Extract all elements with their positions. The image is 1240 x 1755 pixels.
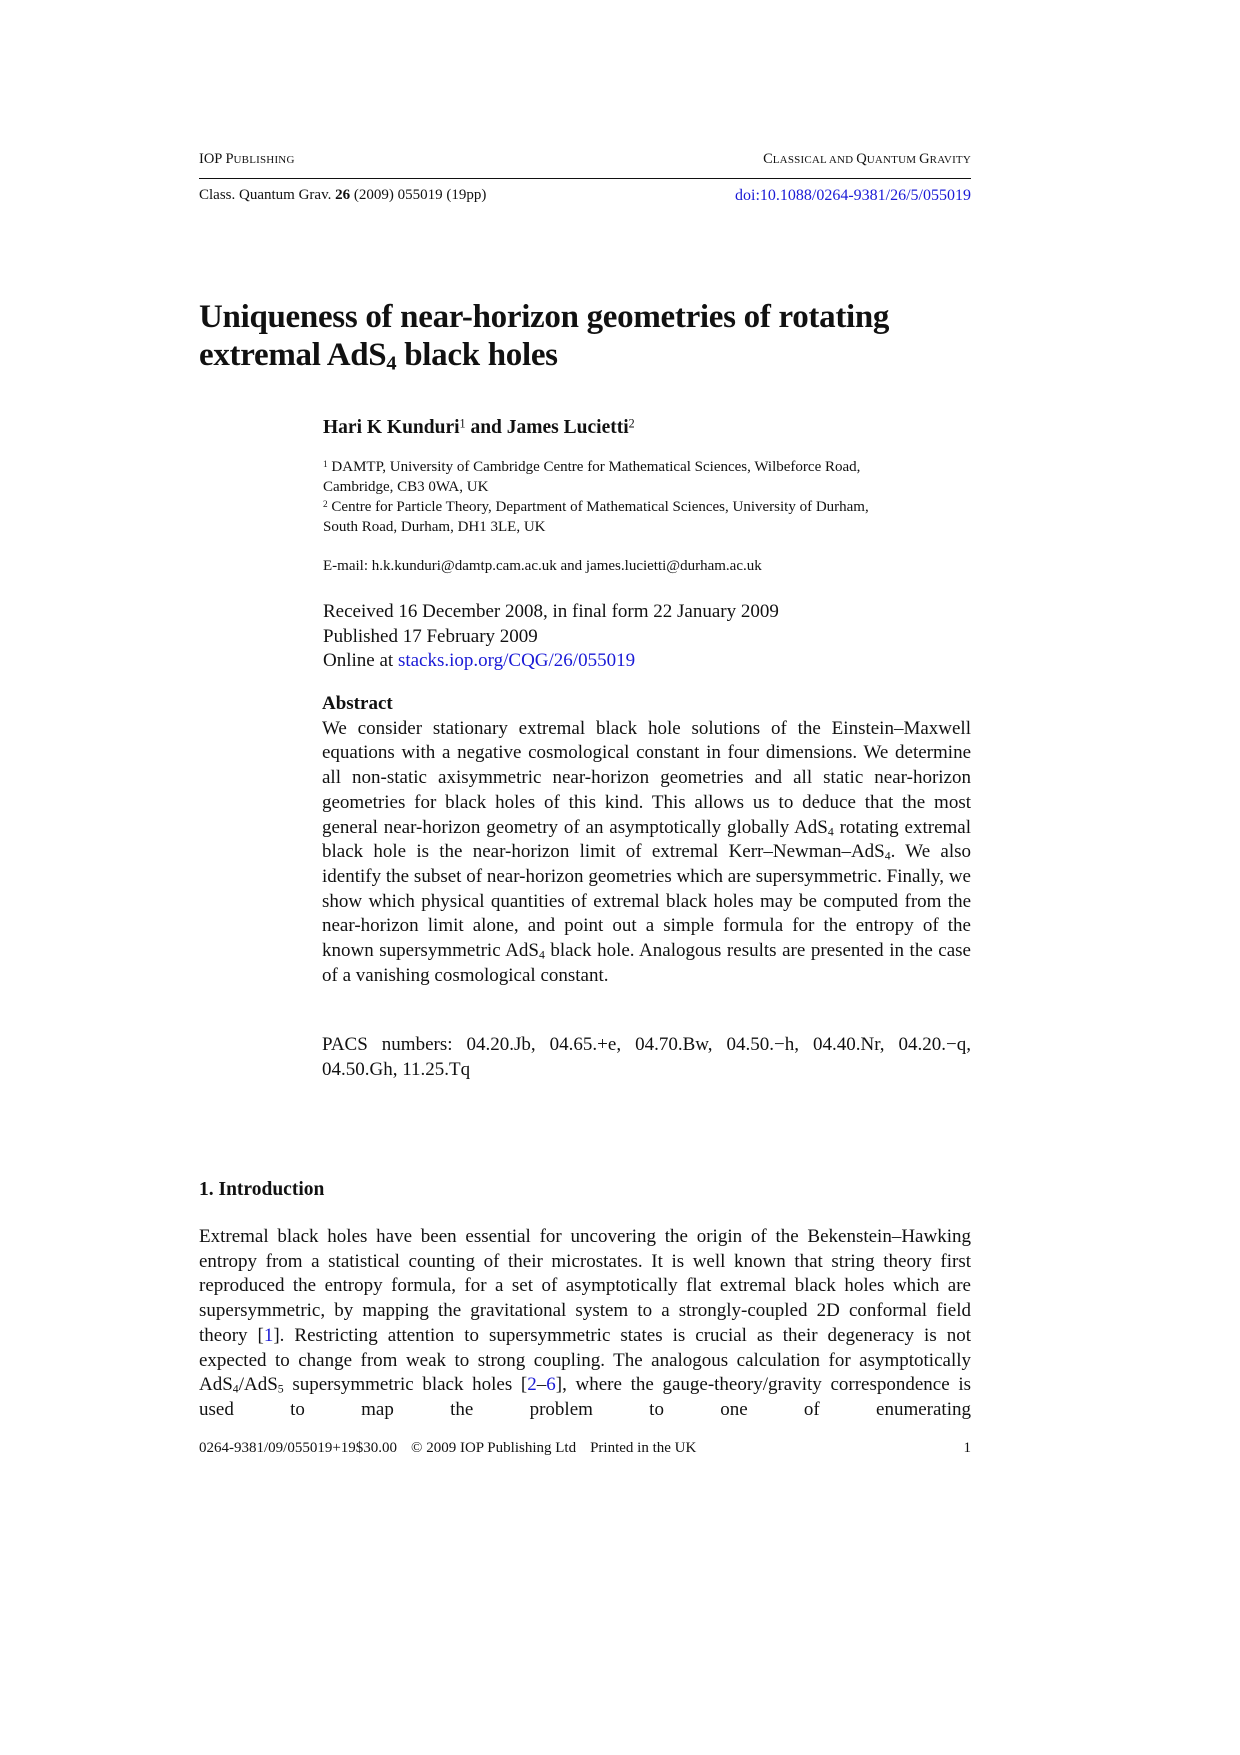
pacs-numbers: PACS numbers: 04.20.Jb, 04.65.+e, 04.70.Bw, 04.50.−h, 04.40.Nr, 04.20.−q, 04.50.Gh, 11.25.Tq [322,1034,971,1080]
copyright: © 2009 IOP Publishing Ltd [411,1440,577,1456]
email-line: E-mail: h.k.kunduri@damtp.cam.ac.uk and james.lucietti@durham.ac.uk [323,558,762,574]
affiliation-item-cont: South Road, Durham, DH1 3LE, UK [323,519,546,535]
section-heading: 1. Introduction [199,1179,325,1200]
publication-dates [323,600,779,674]
author-name: James Lucietti [506,417,629,438]
author-name: Hari K Kunduri [323,417,460,438]
page-footer [199,1440,971,1460]
title-line-1: Uniqueness of near-horizon geometries of rotating [199,299,890,335]
journal-citation: Class. Quantum Grav. 26 (2009) 055019 (19pp) [199,187,487,203]
citation-link[interactable]: 2 [527,1374,537,1396]
title-line-2: extremal AdS$_4$ black holes [199,337,558,375]
online-line: Online at stacks.iop.org/CQG/26/055019 [323,650,636,672]
citation-link[interactable]: 1 [263,1324,274,1346]
footer-info [199,1440,696,1457]
affiliation-item-cont: Cambridge, CB3 0WA, UK [323,479,489,495]
affiliation-mark: 1 [459,416,466,431]
header-rule [199,178,971,179]
running-head [199,151,971,171]
citation-line [199,187,971,207]
author-list: Hari K Kunduri$^1$ and James Lucietti$^2$ [323,416,635,438]
affiliation-item: $^2$ Centre for Particle Theory, Department of Mathematical Sciences, University of Durham, [323,499,869,515]
abstract-heading: Abstract [322,693,393,714]
journal-name: CLASSICAL AND QUANTUM GRAVITY [763,151,971,167]
online-link[interactable]: stacks.iop.org/CQG/26/055019 [397,650,636,672]
published-date: Published 17 February 2009 [323,625,538,647]
affiliations [323,457,973,537]
paper-title [199,298,979,374]
abstract [322,692,971,988]
abstract-body: We consider stationary extremal black hole solutions of the Einstein–Maxwell equations with a negative cosmological constant in four dimensions. We determine all non-static axisymmetric near-horizon geometries and all static near-horizon geometries for black holes of this kind. This allows us to deduce that the most general near-horizon geometry of an asymptotically globally AdS$_4$ rotating extremal black hole is the near-horizon limit of extremal Kerr–Newman–AdS$_4$. We also identify the subset of near-horizon geometries which are supersymmetric. Finally, we show which physical quantities of extremal black holes may be computed from the near-horizon limit alone, and point out a simple formula for the entropy of the known supersymmetric AdS$_4$ black hole. Analogous results are presented in the case of a vanishing cosmological constant. [322,717,972,986]
affiliation-mark: 2 [628,416,635,431]
received-date: Received 16 December 2008, in final form 22 January 2009 [323,601,779,622]
introduction-paragraph: Extremal black holes have been essential for uncovering the origin of the Bekenstein–Hawking entropy from a statistical counting of their microstates. It is well known that string theory first reproduced the entropy formula, for a set of asymptotically flat extremal black holes which are supersymmetric, by mapping the gravitational system to a strongly-coupled 2D conformal field theory [1]. Restricting attention to supersymmetric states is crucial as their degeneracy is not expected to change from weak to strong coupling. The analogous calculation for asymptotically AdS$_4$/AdS$_5$ supersymmetric black holes [2–6], where the gauge-theory/gravity correspondence is used to map the problem to one of enumerating [199,1226,972,1420]
doi-link[interactable]: doi:10.1088/0264-9381/26/5/055019 [735,187,971,204]
issn-code: 0264-9381/09/055019+19$30.00 [199,1440,398,1456]
printed-note: Printed in the UK [590,1440,697,1456]
citation-link[interactable]: 6 [546,1374,556,1396]
publisher-name: IOP PUBLISHING [199,151,295,167]
page-number: 1 [963,1440,971,1456]
affiliation-item: $^1$ DAMTP, University of Cambridge Centre for Mathematical Sciences, Wilbeforce Road, [323,459,861,475]
